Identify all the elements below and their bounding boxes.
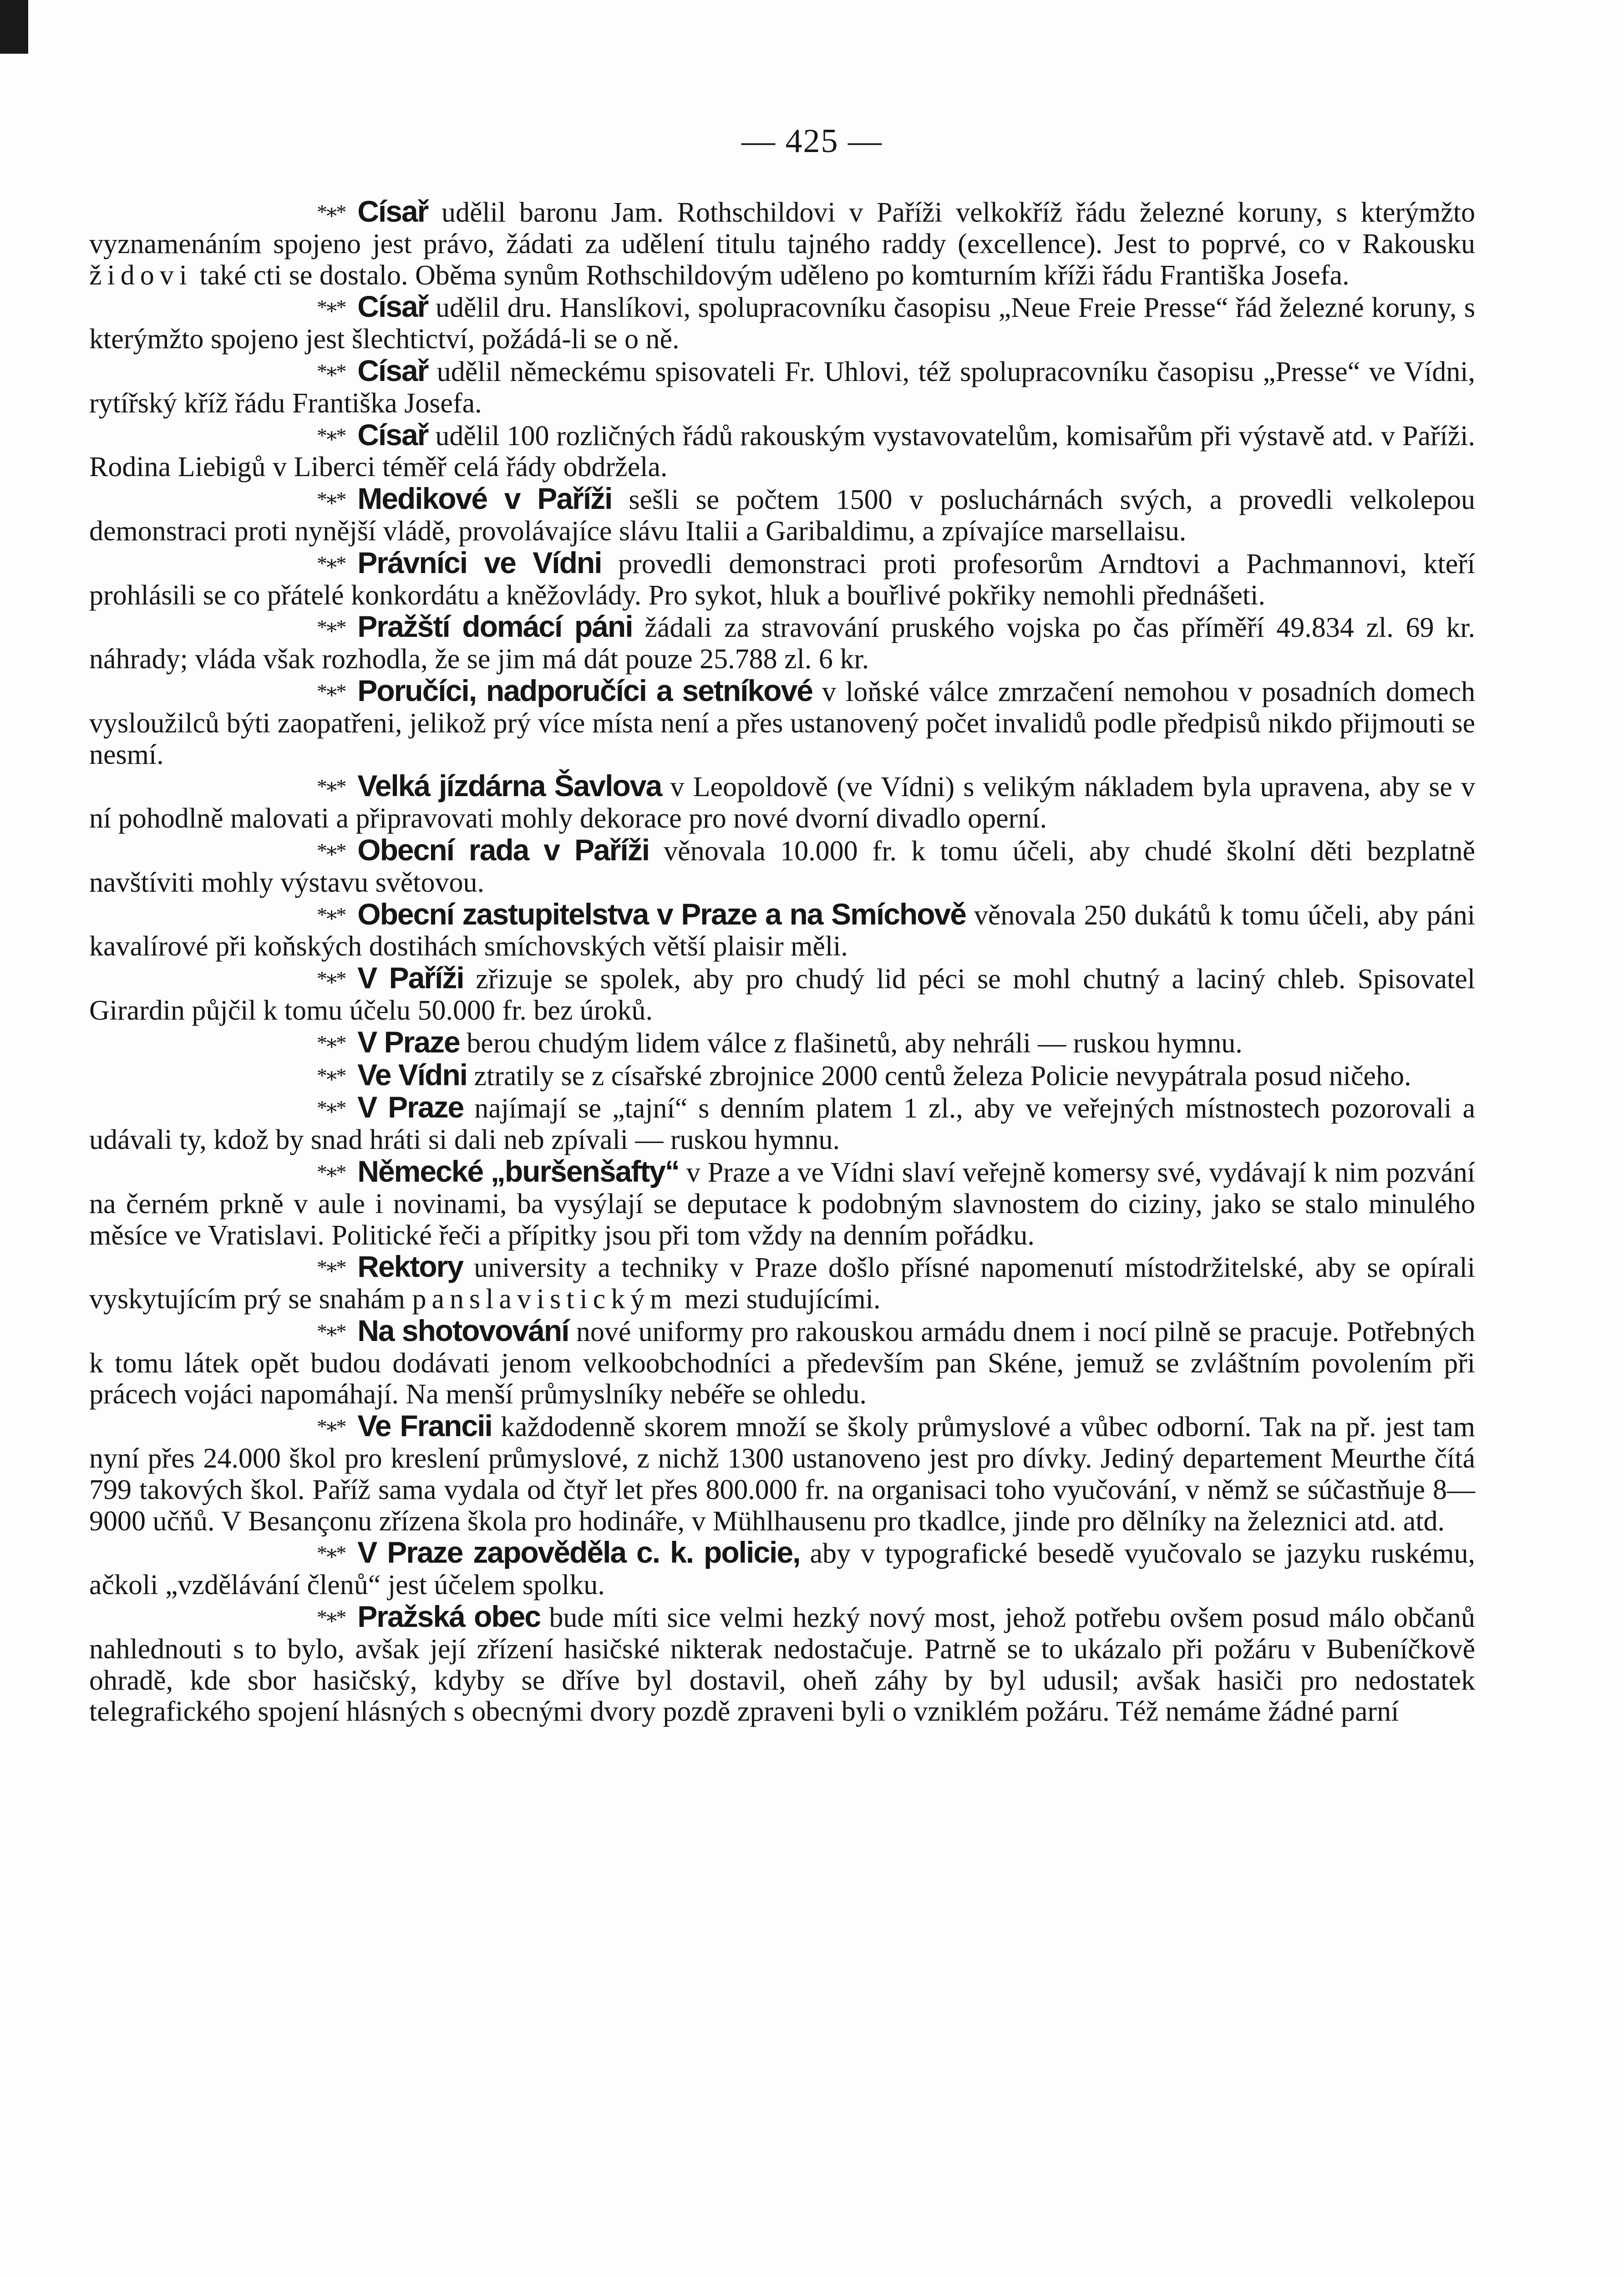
asterism-mark: *∗*: [317, 967, 344, 991]
paragraph-lead: Ve Francii: [357, 1409, 492, 1443]
paragraph-lead: Německé „buršenšafty“: [357, 1154, 679, 1188]
paragraph-lead: Císař: [357, 353, 428, 387]
paragraph-text: nové uniformy pro rakouskou armádu dnem i nocí pilně se pracuje. Potřebných k tomu látek opět budou dodávati jenom velkoobchodníci a především pan Skéne, jemuž se zvláštním povolením při prácech vojáci napomáhají. Na menší průmyslníky nebéře se ohledu.: [89, 1316, 1475, 1410]
paragraph-text: udělil německému spisovateli Fr. Uhlovi, též spolupracovníku časopisu „Presse“ ve Vídni, rytířský kříž řádu Františka Josefa.: [89, 356, 1476, 419]
paragraph-text: žádali za stravování pruského vojska po čas příměří 49.834 zl. 69 kr. náhrady; vláda však rozhodla, že se jim má dát pouze 25.788 zl. 6 kr.: [89, 612, 1475, 675]
asterism-mark: *∗*: [317, 200, 344, 224]
news-paragraph: [89, 355, 1475, 419]
paragraph-lead: Na shotovování: [357, 1313, 569, 1347]
paragraph-lead: V Paříži: [357, 961, 464, 995]
paragraph-lead: Ve Vídni: [357, 1057, 467, 1092]
text-column: [89, 196, 1475, 1727]
news-paragraph: [89, 1026, 1475, 1059]
news-paragraph: [89, 1410, 1475, 1537]
paragraph-lead: Pražští domácí páni: [357, 610, 633, 644]
asterism-mark: *∗*: [317, 551, 344, 575]
scan-edge-mark: [0, 0, 28, 54]
asterism-mark: *∗*: [317, 1415, 344, 1438]
paragraph-lead: Pražská obec: [357, 1600, 540, 1634]
asterism-mark: *∗*: [317, 1541, 344, 1565]
paragraph-lead: Rektory: [357, 1250, 463, 1284]
asterism-mark: *∗*: [317, 903, 344, 926]
paragraph-lead: Obecní rada v Paříži: [357, 833, 650, 867]
asterism-mark: *∗*: [317, 775, 344, 798]
paragraph-text: berou chudým lidem válce z flašinetů, aby nehráli — ruskou hymnu.: [467, 1027, 1243, 1059]
paragraph-lead: V Praze: [357, 1090, 464, 1124]
news-paragraph: [89, 1156, 1475, 1251]
asterism-mark: *∗*: [317, 615, 344, 639]
asterism-mark: *∗*: [317, 359, 344, 383]
paragraph-text: aby v typografické besedě vyučovalo se jazyku ruskému, ačkoli „vzdělávání členů“ jest účelem spolku.: [89, 1538, 1475, 1601]
paragraph-text: v Praze a ve Vídni slaví veřejně komersy své, vydávají k nim pozvání na černém prkně v aule i novinami, ba vysýlají se deputace k podobným slavnostem do ciziny, jako se stalo minulého měsíce ve Vratislavi. Politické řeči a přípitky jsou při tom vždy na denním pořádku.: [89, 1157, 1476, 1251]
asterism-mark: *∗*: [317, 1255, 344, 1279]
asterism-mark: *∗*: [317, 295, 344, 319]
asterism-mark: *∗*: [317, 1319, 344, 1343]
asterism-mark: *∗*: [317, 1096, 344, 1120]
paragraph-text: věnovala 250 dukátů k tomu účeli, aby páni kavalírové při koňských dostihách smíchovských větší plaisir měli.: [89, 899, 1476, 962]
asterism-mark: *∗*: [317, 679, 344, 703]
news-paragraph: [89, 196, 1475, 291]
paragraph-text: v Leopoldově (ve Vídni) s velikým nákladem byla upravena, aby se v ní pohodlně malovati a připravovati mohly dekorace pro nové dvorní divadlo operní.: [89, 772, 1476, 834]
news-paragraph: [89, 611, 1475, 675]
paragraph-lead: Poručíci, nadporučíci a setníkové: [357, 673, 812, 707]
paragraph-lead: Právníci ve Vídni: [357, 545, 602, 579]
asterism-mark: *∗*: [317, 488, 344, 511]
paragraph-text: provedli demonstraci proti profesorům Arndtovi a Pachmannovi, kteří prohlásili se co přátelé konkordátu a kněžovlády. Pro sykot, hluk a bouřlivé pokřiky nemohli přednášeti.: [89, 548, 1476, 611]
paragraph-lead: V Praze: [357, 1025, 460, 1059]
news-paragraph: [89, 419, 1475, 483]
paragraph-lead: Medikové v Paříži: [357, 482, 612, 516]
news-paragraph: [89, 1537, 1475, 1601]
news-paragraph: [89, 675, 1475, 770]
paragraph-text: sešli se počtem 1500 v posluchárnách svých, a provedli velkolepou demonstraci proti nynější vládě, provolávajíce slávu Italii a Garibaldimu, a zpívajíce marsellaisu.: [89, 484, 1475, 547]
news-paragraph: [89, 1601, 1475, 1727]
asterism-mark: *∗*: [317, 423, 344, 447]
paragraph-text: také cti se dostalo. Oběma synům Rothschildovým uděleno po komturním kříži řádu Františka Josefa.: [192, 259, 1350, 291]
news-paragraph: [89, 1092, 1475, 1156]
news-paragraph: [89, 547, 1475, 611]
paragraph-lead: Obecní zastupitelstva v Praze a na Smíchově: [357, 897, 966, 931]
page-number: — 425 —: [741, 122, 883, 160]
paragraph-text: najímají se „tajní“ s denním platem 1 zl., aby ve veřejných místnostech pozorovali a udávali ty, kdož by snad hráti si dali neb zpívali — ruskou hymnu.: [89, 1093, 1475, 1156]
asterism-mark: *∗*: [317, 1031, 344, 1054]
news-paragraph: [89, 1315, 1475, 1410]
asterism-mark: *∗*: [317, 1605, 344, 1629]
paragraph-text: v loňské válce zmrzačení nemohou v posadních domech vysloužilců býti zaopatřeni, jelikož prý více místa není a přes ustanovený počet invalidů podle předpisů nikdo přijmouti se nesmí.: [89, 676, 1475, 770]
paragraph-text: university a techniky v Praze došlo přísné napomenutí místodržitelské, aby se opírali vyskytujícím prý se snahám: [89, 1252, 1475, 1315]
news-paragraph: [89, 770, 1475, 834]
news-paragraph: [89, 291, 1475, 355]
paragraph-text: udělil baronu Jam. Rothschildovi v Paříži velkokříž řádu železné koruny, s kterýmžto vyznamenáním spojeno jest právo, žádati za udělení titulu tajného raddy (excellence). Jest to poprvé, co v Rakousku: [89, 197, 1475, 259]
paragraph-text: ztratily se z císařské zbrojnice 2000 centů železa Policie nevypátrala posud ničeho.: [474, 1060, 1411, 1092]
paragraph-text: udělil dru. Hanslíkovi, spolupracovníku časopisu „Neue Freie Presse“ řád železné koruny, s kterýmžto spojeno jest šlechtictví, požádá-li se o ně.: [89, 292, 1475, 355]
paragraph-text: každodenně skorem množí se školy průmyslové a vůbec odborní. Tak na př. jest tam nyní přes 24.000 škol pro kreslení průmyslové, z nichž 1300 ustanoveno jest pro dívky. Jediný departement Meurthe čítá 799 takových škol. Paříž sama vydala od čtyř let přes 800.000 fr. na organisaci toho vyučování, v němž se súčastňuje 8—9000 učňů. V Besançonu zřízena škola pro hodináře, v Mühlhausenu pro tkadlce, jinde pro dělníky na železnici atd. atd.: [89, 1412, 1475, 1537]
news-paragraph: [89, 899, 1475, 963]
paragraph-lead: Císař: [357, 194, 428, 228]
news-paragraph: [89, 483, 1475, 547]
paragraph-spaced-text: židovi: [89, 259, 193, 291]
paragraph-lead: Císař: [357, 417, 428, 452]
news-paragraph: [89, 1251, 1475, 1315]
paragraph-lead: V Praze zapověděla c. k. policie,: [357, 1535, 800, 1570]
paragraph-text: mezi studujícími.: [677, 1284, 881, 1315]
paragraph-text: udělil 100 rozličných řádů rakouským vystavovatelům, komisařům při výstavě atd. v Paříži. Rodina Liebigů v Liberci téměř celá řády obdržela.: [89, 420, 1475, 483]
news-paragraph: [89, 962, 1475, 1026]
news-paragraph: [89, 834, 1475, 899]
asterism-mark: *∗*: [317, 1063, 344, 1087]
paragraph-text: zřizuje se spolek, aby pro chudý lid péci se mohl chutný a laciný chleb. Spisovatel Girardin půjčil k tomu účelu 50.000 fr. bez úroků.: [89, 964, 1476, 1026]
paragraph-lead: Velká jízdárna Šavlova: [357, 769, 662, 803]
asterism-mark: *∗*: [317, 838, 344, 862]
paragraph-text: věnovala 10.000 fr. k tomu účeli, aby chudé školní děti bezplatně navštíviti mohly výstavu světovou.: [89, 835, 1476, 898]
paragraph-lead: Císař: [357, 290, 428, 324]
asterism-mark: *∗*: [317, 1160, 344, 1184]
news-paragraph: [89, 1059, 1475, 1092]
paragraph-text: bude míti sice velmi hezký nový most, jehož potřebu ovšem posud málo občanů nahlednouti s to bylo, avšak její zřízení hasičské nikterak nedostačuje. Patrně se to ukázalo při požáru v Bubeníčkově ohradě, kde sbor hasičský, kdyby se dříve byl dostavil, oheň záhy by byl udusil; avšak hasiči pro nedostatek telegrafického spojení hlásných s obecnými dvory pozdě zpraveni byli o vzniklém požáru. Též nemáme žádné parní: [89, 1602, 1475, 1727]
paragraph-spaced-text: panslavistickým: [412, 1284, 678, 1315]
